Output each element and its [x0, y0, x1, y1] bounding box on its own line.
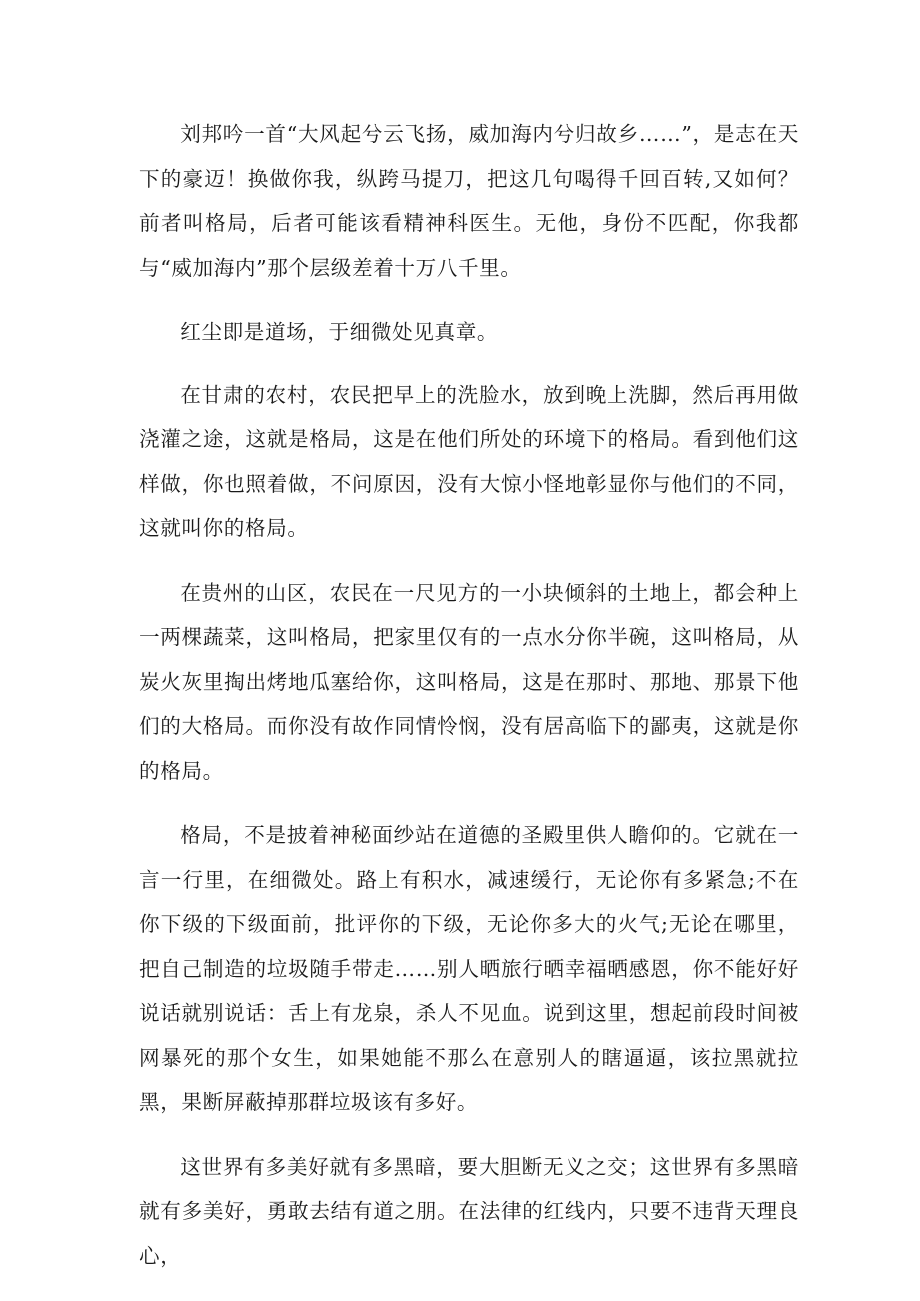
paragraph-2: 红尘即是道场，于细微处见真章。 [180, 320, 499, 344]
paragraph-5: 格局，不是披着神秘面纱站在道德的圣殿里供人瞻仰的。它就在一言一行里，在细微处。路上有积水，减速缓行，无论你有多紧急;不在你下级的下级面前，批评你的下级，无论你多大的火气;无论在哪里，把自己制造的垃圾随手带走……别人晒旅行晒幸福晒感恩，你不能好好说话就别说话：舌上有龙泉，杀人不见血。说到这里，想起前段时间被网暴死的那个女生，如果她能不那么在意别人的瞎逼逼，该拉黑就拉黑，果断屏蔽掉那群垃圾该有多好。 [139, 823, 799, 1114]
paragraph-3: 在甘肃的农村，农民把早上的洗脸水，放到晚上洗脚，然后再用做浇灌之途，这就是格局，这是在他们所处的环境下的格局。看到他们这样做，你也照着做，不问原因，没有大惊小怪地彰显你与他们的不同，这就叫你的格局。 [139, 382, 799, 540]
document-body [139, 112, 799, 1298]
paragraph-1: 刘邦吟一首“大风起兮云飞扬，威加海内兮归故乡……”，是志在天下的豪迈！换做你我，纵跨马提刀，把这几句喝得千回百转,又如何？前者叫格局，后者可能该看精神科医生。无他，身份不匹配，你我都与“威加海内”那个层级差着十万八千里。 [139, 122, 799, 280]
paragraph-4: 在贵州的山区，农民在一尺见方的一小块倾斜的土地上，都会种上一两棵蔬菜，这叫格局，把家里仅有的一点水分你半碗，这叫格局，从炭火灰里掏出烤地瓜塞给你，这叫格局，这是在那时、那地、那景下他们的大格局。而你没有故作同情怜悯，没有居高临下的鄙夷，这就是你的格局。 [139, 580, 799, 783]
paragraph-6: 这世界有多美好就有多黑暗，要大胆断无义之交；这世界有多黑暗就有多美好，勇敢去结有道之朋。在法律的红线内，只要不违背天理良心， [139, 1154, 799, 1268]
